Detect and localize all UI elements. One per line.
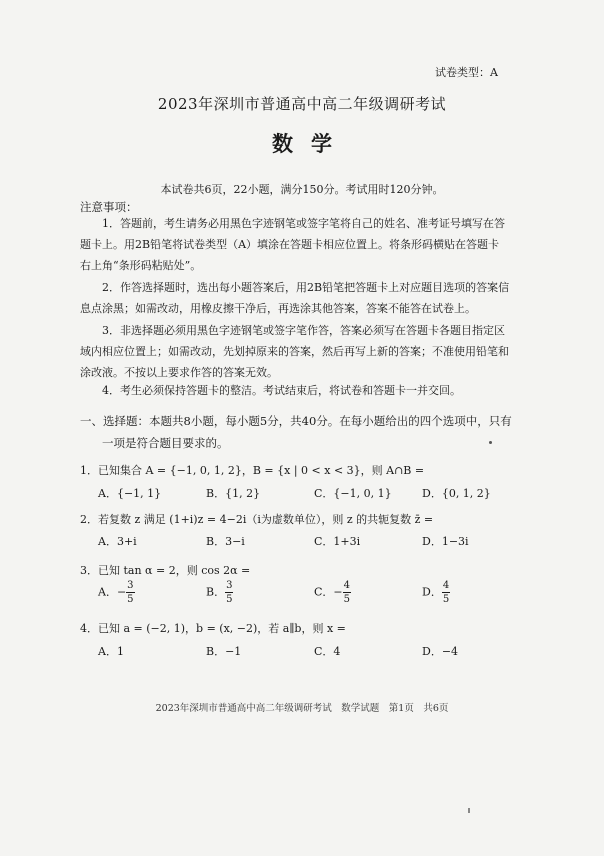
q1-option-b: B．{1, 2} — [206, 487, 261, 500]
question-3-stem: 3．已知 tan α = 2，则 cos 2α = — [80, 564, 251, 577]
option-sign: − — [333, 585, 343, 599]
paper-type-label: 试卷类型：A — [435, 66, 498, 79]
note-line: 息点涂黑；如需改动，用橡皮擦干净后，再选涂其他答案，答案不能答在试卷上。 — [80, 302, 476, 315]
fraction-numerator: 3 — [226, 580, 233, 591]
fraction-denominator: 5 — [442, 594, 450, 605]
note-line: 4．考生必须保持答题卡的整洁。考试结束后，将试卷和答题卡一并交回。 — [102, 384, 461, 397]
scan-speck — [468, 808, 470, 813]
q1-option-c: C．{−1, 0, 1} — [314, 487, 392, 500]
fraction — [126, 579, 134, 606]
note-line: 域内相应位置上；如需改动，先划掉原来的答案，然后再写上新的答案；不准使用铅笔和 — [80, 345, 509, 358]
question-4-stem: 4．已知 a = (−2, 1)，b = (x, −2)，若 a∥b，则 x = — [80, 622, 346, 635]
q4-option-b: B．−1 — [206, 645, 242, 658]
q3-option-d — [422, 579, 450, 606]
page-footer: 2023年深圳市普通高中高二年级调研考试 数学试题 第1页 共6页 — [155, 703, 449, 714]
option-sign: − — [116, 585, 127, 599]
q3-option-a — [98, 579, 135, 606]
option-letter: A． — [98, 585, 117, 599]
note-line: 题卡上。用2B铅笔将试卷类型（A）填涂在答题卡相应位置上。将条形码横贴在答题卡 — [80, 238, 500, 251]
note-item-1 — [80, 213, 520, 276]
q2-option-a: A．3+i — [98, 535, 137, 548]
exam-title: 2023年深圳市普通高中高二年级调研考试 — [157, 95, 447, 113]
q4-option-d: D．−4 — [422, 645, 459, 658]
option-letter: B． — [206, 585, 226, 599]
fraction-denominator: 5 — [127, 594, 134, 605]
fraction-numerator: 4 — [442, 580, 450, 591]
fraction-denominator: 5 — [226, 594, 233, 605]
subject-title: 数学 — [272, 131, 350, 156]
fraction — [225, 579, 233, 606]
q4-option-a: A．1 — [98, 645, 124, 658]
exam-info: 本试卷共6页，22小题，满分150分。考试用时120分钟。 — [160, 183, 444, 196]
section-line: 一项是符合题目要求的。 — [102, 436, 229, 450]
q2-option-b: B．3−i — [206, 535, 245, 548]
q3-option-c — [314, 579, 351, 606]
section-heading — [80, 410, 540, 454]
option-letter: C． — [314, 585, 334, 599]
fraction-numerator: 4 — [343, 580, 351, 591]
note-item-2 — [80, 277, 520, 319]
q1-option-a: A．{−1, 1} — [98, 487, 162, 500]
fraction-numerator: 3 — [127, 580, 134, 591]
note-line: 涂改液。不按以上要求作答的答案无效。 — [80, 366, 278, 379]
section-line: 一、选择题：本题共8小题，每小题5分，共40分。在每小题给出的四个选项中，只有 — [80, 414, 512, 428]
option-letter: D． — [422, 585, 442, 599]
question-2-stem: 2．若复数 z 满足 (1+i)z = 4−2i（i为虚数单位），则 z 的共轭复数 z̄ = — [80, 513, 434, 526]
note-item-4 — [80, 380, 520, 401]
note-line: 3．非选择题必须用黑色字迹钢笔或签字笔作答，答案必须写在答题卡各题目指定区 — [102, 324, 505, 337]
notes-heading: 注意事项： — [80, 200, 138, 214]
note-line: 右上角“条形码粘贴处”。 — [80, 259, 202, 272]
note-item-3 — [80, 320, 520, 383]
q2-option-d: D．1−3i — [422, 535, 469, 548]
note-line: 2．作答选择题时，选出每小题答案后，用2B铅笔把答题卡上对应题目选项的答案信 — [102, 281, 510, 294]
q1-option-d: D．{0, 1, 2} — [422, 487, 491, 500]
fraction — [442, 579, 450, 606]
scan-speck — [489, 441, 492, 444]
q2-option-c: C．1+3i — [314, 535, 361, 548]
note-line: 1．答题前，考生请务必用黑色字迹钢笔或签字笔将自己的姓名、准考证号填写在答 — [102, 217, 505, 230]
q4-option-c: C．4 — [314, 645, 341, 658]
q3-option-b — [206, 579, 233, 606]
fraction-denominator: 5 — [343, 594, 351, 605]
fraction — [343, 579, 351, 606]
question-1-stem: 1．已知集合 A = {−1, 0, 1, 2}，B = {x | 0 < x < 3}，则 A∩B = — [80, 464, 425, 477]
